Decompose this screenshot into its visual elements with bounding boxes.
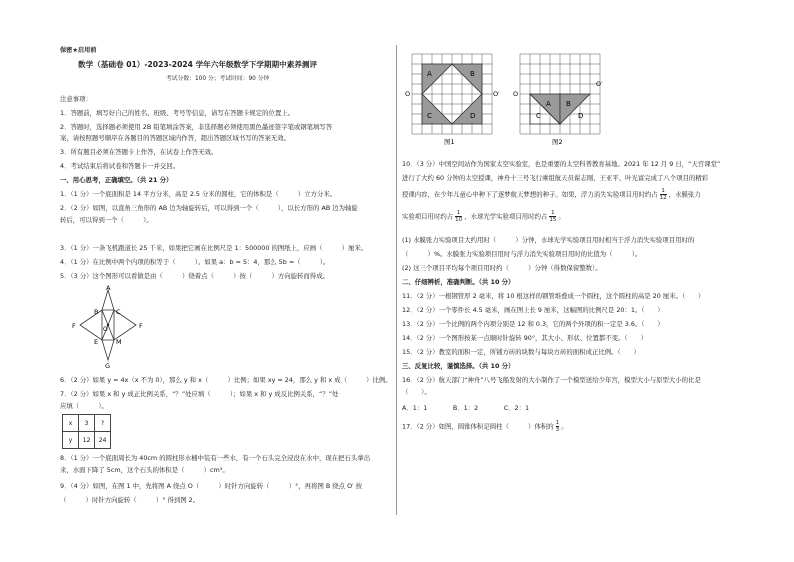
table-cell: x [63, 415, 79, 432]
point-label: M [116, 338, 122, 346]
svg-text:D: D [578, 112, 584, 120]
table-cell: 3 [79, 415, 95, 432]
question-line: （ ）。 [402, 388, 431, 396]
question-line: 9．（4 分）如图，在图 1 中，先将图 A 绕点 O（ ）时针方向旋转（ ）°，再将图 B 绕点 O′ 按 [60, 482, 363, 490]
question-line: 16．（2 分）航天部门“神舟”八号飞船发射的大小制作了一个模型送给少年宫，模型大小与原型大小的比是 [402, 376, 701, 384]
xy-table [62, 414, 111, 449]
svg-text:A: A [546, 100, 551, 108]
question-line: 来，水面下降了 5cm，这个石头的体积是（ ）cm³。 [60, 466, 229, 474]
point-label: E [94, 338, 99, 346]
table-cell: 12 [79, 432, 95, 449]
section-heading: 三、反复比较，谨慎选择。（共 10 分） [402, 362, 515, 370]
question-line: 17．（2 分）如图，圆锥体积是圆柱（ ）体积的 $\frac{1}{3}$ 。 [402, 420, 568, 433]
point-label: F [139, 322, 143, 330]
svg-text:O′: O′ [493, 90, 500, 98]
secret-label: 保密★启用前 [60, 47, 97, 54]
point-label: A [106, 284, 111, 292]
note-line: 3．所有题目必须在答题卡上作答，在试卷上作答无效。 [60, 148, 218, 156]
rotation-star-figure [66, 284, 156, 368]
question-line: 4．（1 分）在比例中两个内项的积等于（ ）。如果 a：b = 5：4，那么 5b =（ ）。 [60, 258, 330, 266]
question-line: 实验项目用时约占 $\frac{1}{10}$ ，水球光学实验项目用时约占 $\frac{1}{15}$ 。 [402, 210, 565, 223]
question-line: 进行了大约 60 分钟的太空授课，神舟十三号飞行乘组航天员翟志刚、王亚平、叶光富完成了八个项目的精彩 [402, 174, 709, 182]
question-line: 3．（1 分）一条飞机跑道长 25 千米，如果把它画在比例尺是 1：500000 的图纸上，应画（ ）厘米。 [60, 244, 368, 252]
table-cell: 24 [95, 432, 111, 449]
svg-text:B: B [470, 70, 475, 78]
grid-figure-1 [402, 46, 502, 146]
question-line: 11．（2 分）一根钢管厚 2 毫米，将 10 根这样的钢管堆叠成一个圆柱，这个圆柱的高是 20 厘米。（ ） [402, 292, 705, 300]
figure-caption: 图2 [552, 138, 563, 146]
svg-text:B: B [566, 100, 571, 108]
note-line: 案，请按照题号顺序在各题目的答题区域内作答，超出答题区域书写的答案无效。 [60, 134, 291, 142]
question-line: 6．（2 分）如果 y = 4x（x 不为 0），那么 y 和 x（ ）比例；如果 xy = 24，那么 y 和 x 成（ ）比例。 [60, 376, 392, 384]
question-line: 13．（2 分）一个比例的两个内项分别是 12 和 0.3，它的两个外项的积一定是 3.6。（ ） [402, 320, 664, 328]
point-label: C [116, 308, 121, 316]
point-label: B [94, 308, 99, 316]
svg-text:O: O [405, 90, 411, 98]
question-line: (1) 水膜张力实验项目大约用时（ ）分钟，水球光学实验项目用时相当于浮力消失实验项目用时的 [402, 236, 695, 244]
question-line: 15．（2 分）教室的面积一定，所铺方砖的块数与每块方砖的面积成正比例。（ ） [402, 348, 640, 356]
question-line: 1．（1 分）一个底面积是 14 平方分米，高是 2.5 分米的圆柱，它的体积是（ ）立方分米。 [60, 190, 337, 198]
svg-text:A: A [427, 70, 432, 78]
point-label: O [103, 326, 108, 333]
column-divider [396, 45, 397, 515]
note-line: 1．答题前，填写好自己的姓名、班级、考号等信息，请写在答题卡规定的位置上。 [60, 109, 295, 117]
point-label: F [72, 322, 76, 330]
svg-text:D: D [470, 112, 476, 120]
question-line: 5．（3 分）这个图形可以看做是由（ ）绕着点（ ）按（ ）方向旋转而得成。 [60, 272, 329, 280]
question-line: （ ）时针方向旋转（ ）° 得到图 2。 [60, 496, 200, 504]
notes-heading: 注意事项： [60, 95, 92, 103]
question-line: (2) 这三个项目平均每个项目用时约（ ）分钟（得数保留整数）。 [402, 264, 602, 272]
question-line: （ ）%。水膜张力实验项目用时与浮力消失实验项目用时的比值为（ ）。 [402, 250, 642, 258]
answer-options: A．1：1 B．1：2 C．2：1 [402, 404, 530, 412]
question-line: 授课内容，在少年儿童心中种下了逐梦航天梦想的种子。如果，浮力消失实验项目用时约占 $\frac{1}{12}$ ，水膜张力 [402, 188, 701, 201]
question-line: 10．（3 分）中国空间站作为国家太空实验室，也是重要的太空科普教育基地。2021 年 12 月 9 日，“天宫课堂” [402, 160, 721, 168]
table-cell: ? [95, 415, 111, 432]
svg-text:O: O [513, 90, 519, 98]
section-heading: 一、用心思考，正确填空。（共 21 分） [60, 176, 173, 184]
question-line: 14．（2 分）一个图形按某一点顺时针旋转 90°，其大小、形状、位置都不变。（ ） [402, 334, 647, 342]
page-title: 数学（基础卷 01）-2023-2024 学年六年级数学下学期期中素养测评 [78, 60, 318, 69]
question-line: 7．（2 分）如果 x 和 y 成正比例关系，“？”处应填（ ）；如果 x 和 y 成反比例关系，“？”处 [60, 390, 339, 398]
svg-text:C: C [427, 112, 432, 120]
note-line: 4．考试结束后将试卷和答题卡一并交回。 [60, 162, 180, 170]
question-line: 8．（1 分）一个底面周长为 40cm 的圆柱形水桶中装有一些水，有一个石头完全浸没在水中，现在把石头拿出 [60, 454, 371, 462]
point-label: G [105, 362, 111, 368]
svg-text:C: C [536, 112, 541, 120]
grid-figure-2 [510, 46, 610, 146]
figure-caption: 图1 [444, 138, 455, 146]
section-heading: 二、仔细辨析，准确判断。（共 10 分） [402, 278, 515, 286]
question-line: 2．（2 分）如图，以直角三角形的 AB 边为轴旋转后，可以得到一个（ ），以长方形的 AB 边为轴旋 [60, 204, 358, 212]
question-line: 应填（ ）。 [60, 402, 108, 410]
table-cell: y [63, 432, 79, 449]
question-line: 12．（2 分）一个零件长 4.5 毫米，画在图上长 9 厘米，这幅图的比例尺是 20：1。（ ） [402, 306, 664, 314]
note-line: 2．答题时，选择题必须使用 2B 铅笔填涂答案，非选择题必须使用黑色墨迹签字笔或钢笔填写答 [60, 123, 333, 131]
svg-text:O′: O′ [596, 80, 603, 88]
exam-info: 考试分数：100 分；考试时间：90 分钟 [166, 76, 270, 82]
question-line: 转后，可以得到一个（ ）。 [60, 216, 153, 224]
